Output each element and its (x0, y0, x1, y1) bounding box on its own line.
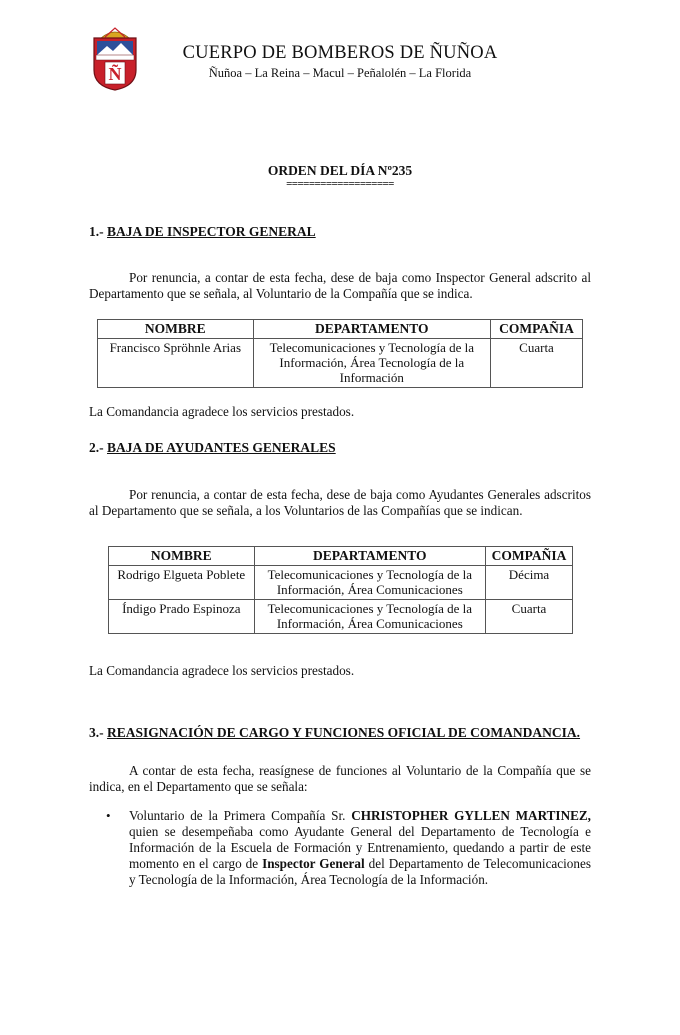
fire-brigade-crest-icon (91, 24, 139, 92)
section-2-table (108, 546, 573, 634)
section-3-intro (89, 763, 591, 795)
organization-title: CUERPO DE BOMBEROS DE ÑUÑOA (182, 43, 498, 63)
section-2-title: BAJA DE AYUDANTES GENERALES (107, 440, 336, 455)
cell-department: Telecomunicaciones y Tecnología de la Información, Área Tecnología de la Información (253, 339, 490, 388)
section-3-intro-text: A contar de esta fecha, reasígnese de funciones al Voluntario de la Compañía que se indica, en el Departamento que se señala: (89, 763, 591, 794)
table-row (109, 600, 573, 634)
bullet-text-part: quien se desempeñaba como Ayudante General del Departamento de Tecnología e Información de la Escuela de Formación y Entrenamiento, quedando a partir de este momento en el cargo de (129, 824, 591, 871)
cell-company: Cuarta (486, 600, 573, 634)
table-row (109, 566, 573, 600)
section-3-bullet (106, 808, 591, 888)
crest-letter: Ñ (108, 64, 122, 84)
section-1-heading (89, 224, 316, 240)
section-1-table (97, 319, 583, 388)
table-row (98, 339, 583, 388)
new-role: Inspector General (262, 856, 365, 871)
section-2-closing: La Comandancia agradece los servicios prestados. (89, 663, 355, 678)
section-3-number: 3.- (89, 725, 104, 740)
cell-company: Décima (486, 566, 573, 600)
table-header-row (109, 547, 573, 566)
bullet-text-part: Voluntario de la Primera Compañía Sr. (129, 808, 352, 823)
order-title-rule: =================== (286, 178, 394, 190)
organization-communes: Ñuñoa – La Reina – Macul – Peñalolén – La Florida (208, 66, 472, 80)
section-1-number: 1.- (89, 224, 104, 239)
section-1-title: BAJA DE INSPECTOR GENERAL (107, 224, 316, 239)
section-1-intro-text: Por renuncia, a contar de esta fecha, dese de baja como Inspector General adscrito al Departamento que se señala, al Voluntario de la Compañía que se indica. (89, 270, 591, 301)
column-header: DEPARTAMENTO (253, 320, 490, 339)
section-2-heading (89, 440, 336, 456)
cell-name: Rodrigo Elgueta Poblete (109, 566, 255, 600)
section-1-closing: La Comandancia agradece los servicios prestados. (89, 404, 355, 419)
order-title: ORDEN DEL DÍA Nº235 (267, 163, 413, 178)
section-3-title: REASIGNACIÓN DE CARGO Y FUNCIONES OFICIAL DE COMANDANCIA. (107, 725, 581, 740)
column-header: COMPAÑIA (486, 547, 573, 566)
column-header: COMPAÑIA (491, 320, 583, 339)
bullet-dot: • (106, 808, 111, 823)
section-3-heading (89, 725, 580, 741)
section-2-intro-text: Por renuncia, a contar de esta fecha, dese de baja como Ayudantes Generales adscritos al Departamento que se señala, a los Voluntarios de las Compañías que se indican. (89, 487, 591, 518)
column-header: NOMBRE (109, 547, 255, 566)
cell-name: Índigo Prado Espinoza (109, 600, 255, 634)
cell-department: Telecomunicaciones y Tecnología de la Información, Área Comunicaciones (254, 566, 485, 600)
section-2-number: 2.- (89, 440, 104, 455)
column-header: DEPARTAMENTO (254, 547, 485, 566)
bullet-text-part: del Departamento de Telecomunicaciones y Tecnología de la Información, Área Tecnología de la Información. (129, 856, 591, 887)
table-header-row (98, 320, 583, 339)
column-header: NOMBRE (98, 320, 254, 339)
cell-company: Cuarta (491, 339, 583, 388)
bullet-text (129, 808, 591, 888)
cell-name: Francisco Spröhnle Arias (98, 339, 254, 388)
cell-department: Telecomunicaciones y Tecnología de la Información, Área Comunicaciones (254, 600, 485, 634)
section-2-intro (89, 487, 591, 519)
section-1-intro (89, 270, 591, 302)
volunteer-name: CHRISTOPHER GYLLEN MARTINEZ, (351, 808, 591, 823)
